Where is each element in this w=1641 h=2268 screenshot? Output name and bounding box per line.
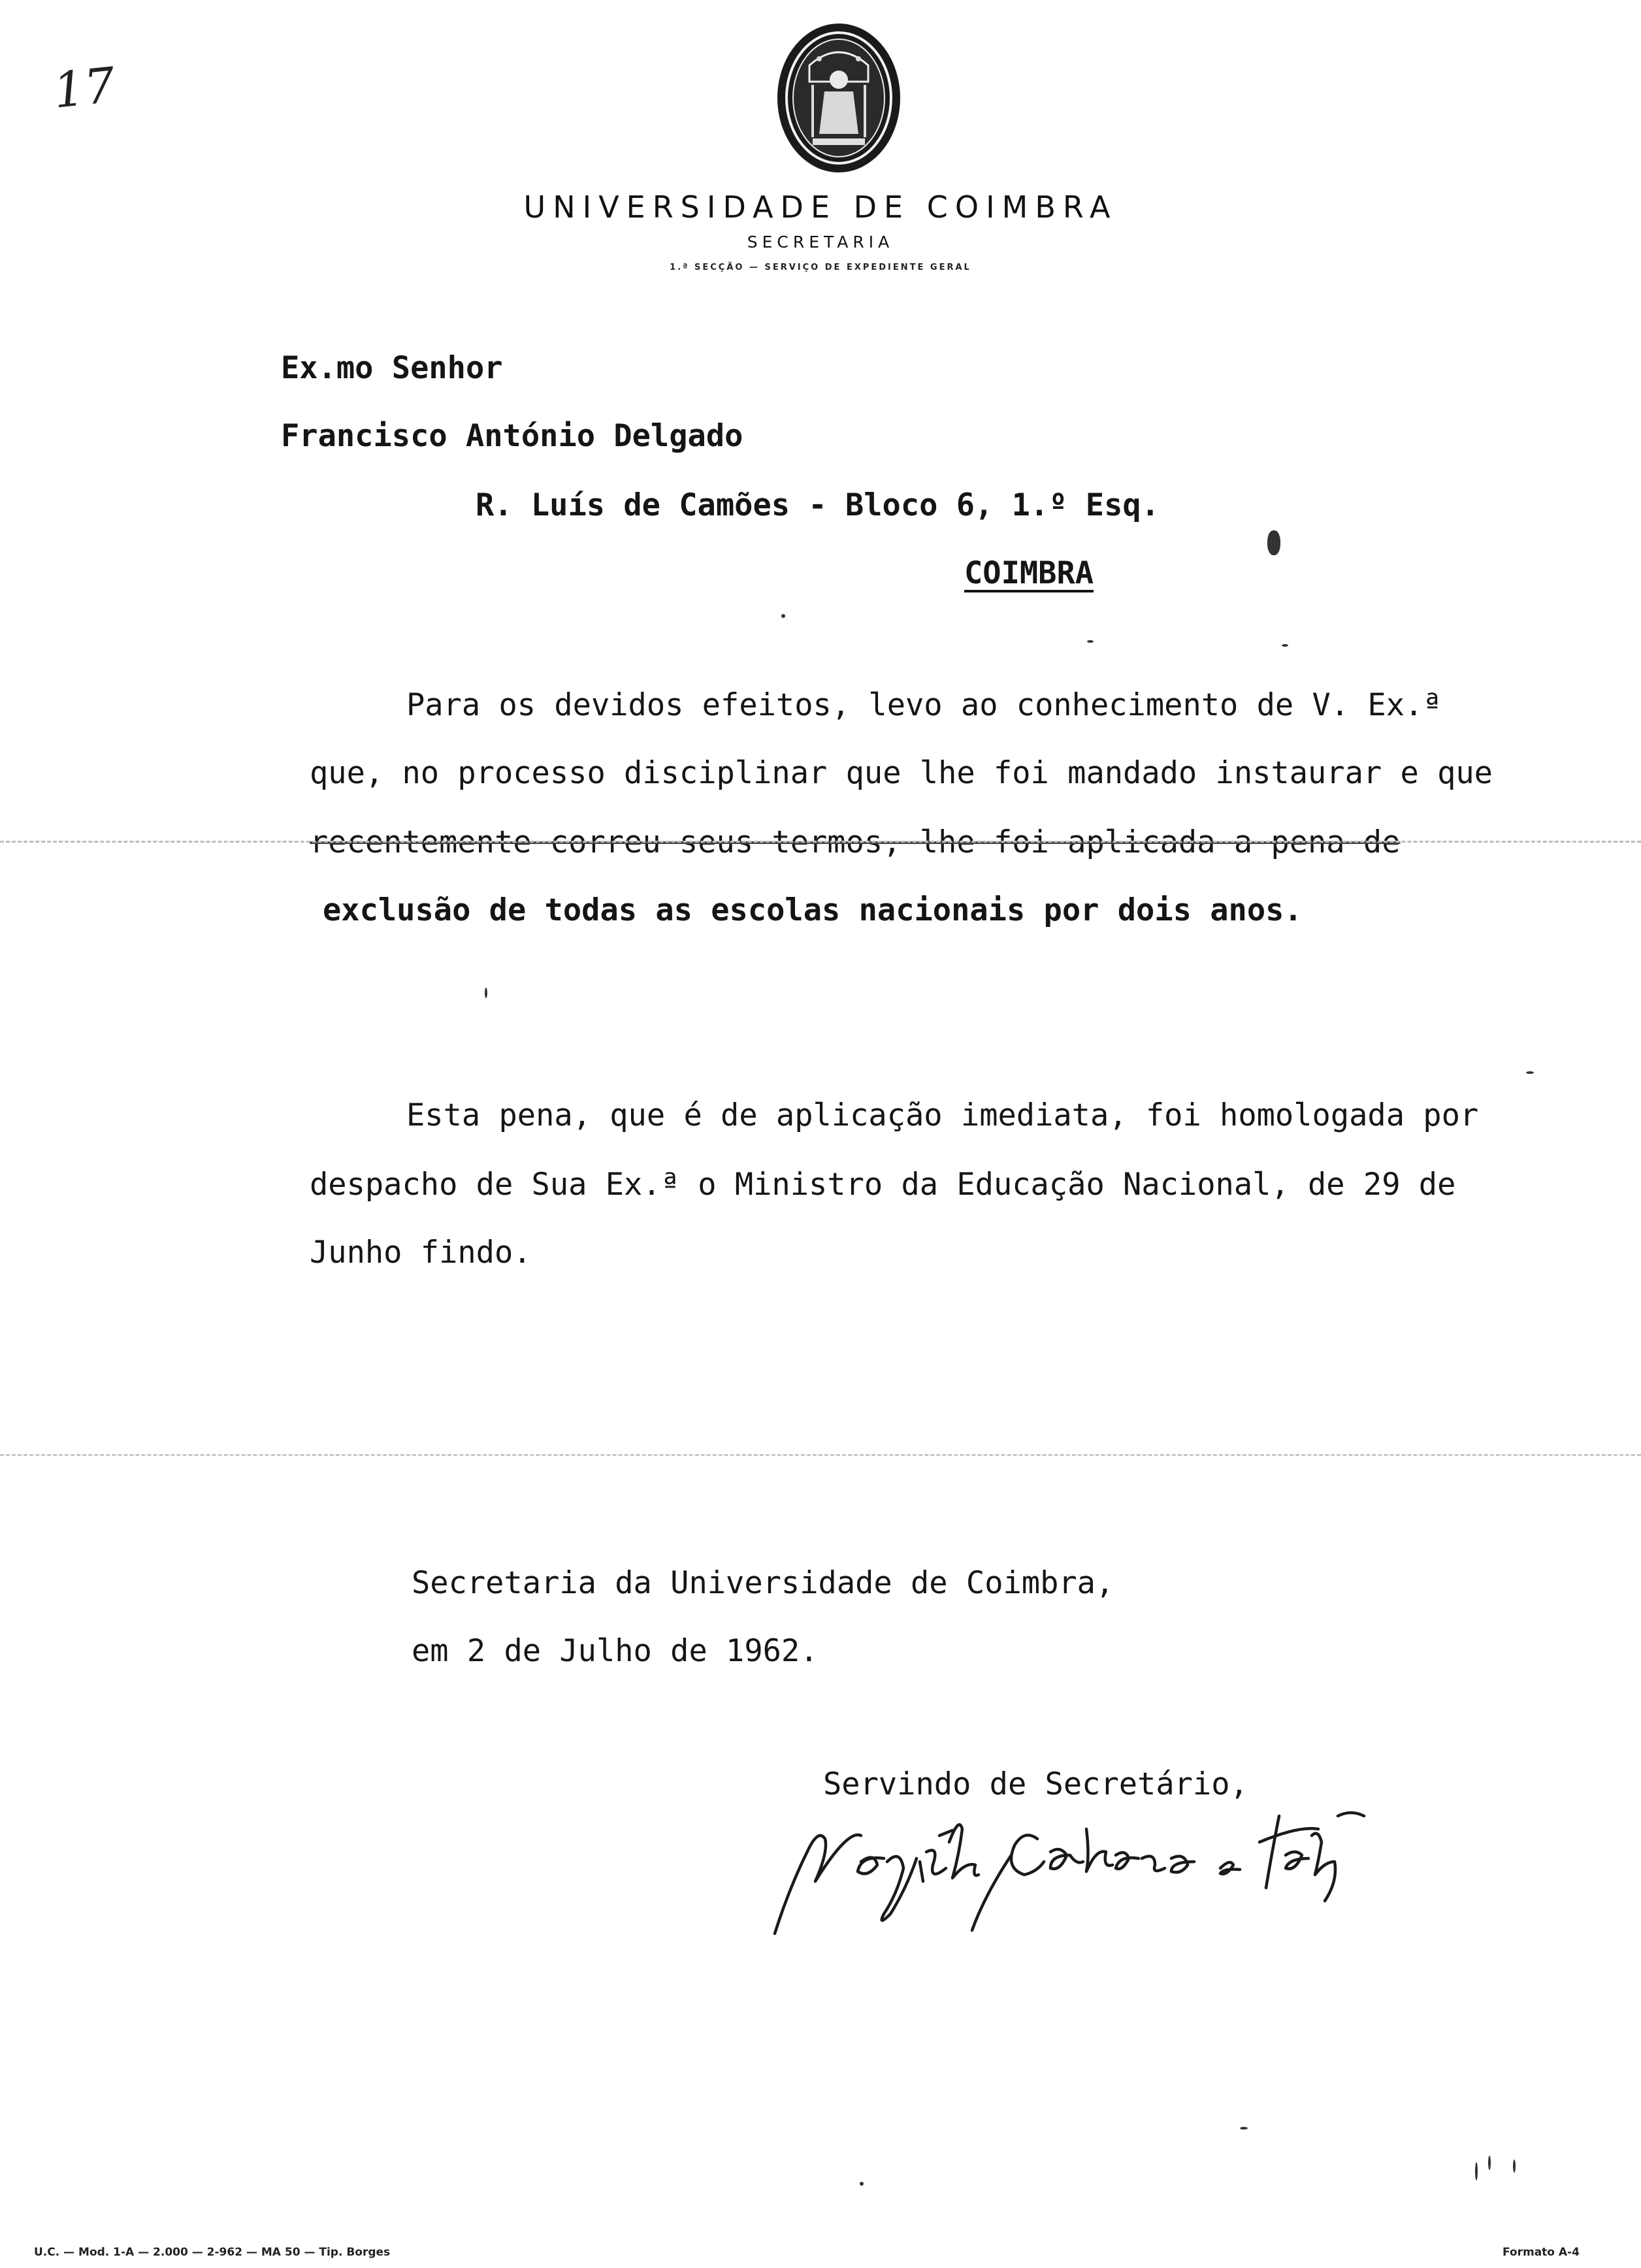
letterhead-institution: UNIVERSIDADE DE COIMBRA <box>523 189 1118 225</box>
recipient-city: COIMBRA <box>964 555 1094 591</box>
paper-format: Formato A-4 <box>1503 2246 1580 2259</box>
scan-speck <box>485 988 487 998</box>
scan-speck <box>1513 2160 1516 2173</box>
scan-speck <box>860 2182 864 2186</box>
body-line: recentemente correu seus termos, lhe foi aplicada a pena de <box>310 824 1401 860</box>
fold-line <box>0 841 1641 843</box>
print-info: U.C. — Mod. 1-A — 2.000 — 2-962 — MA 50 — Tip. Borges <box>34 2246 391 2259</box>
body-line: Para os devidos efeitos, levo ao conhecimento de V. Ex.ª <box>406 687 1442 723</box>
closing-date: em 2 de Julho de 1962. <box>412 1633 819 1669</box>
scan-speck <box>1488 2156 1491 2170</box>
university-seal-icon <box>773 20 904 176</box>
handwritten-signature <box>763 1790 1403 1960</box>
body-line: Junho findo. <box>310 1235 532 1271</box>
scan-speck <box>1282 644 1288 647</box>
recipient-street: R. Luís de Camões - Bloco 6, 1.º Esq. <box>476 487 1160 523</box>
ink-blot <box>1267 530 1280 555</box>
closing-place: Secretaria da Universidade de Coimbra, <box>412 1565 1114 1601</box>
salutation: Ex.mo Senhor <box>281 350 503 386</box>
body-line: despacho de Sua Ex.ª o Ministro da Educação Nacional, de 29 de <box>310 1167 1456 1203</box>
scan-speck <box>1240 2127 1248 2130</box>
body-line: que, no processo disciplinar que lhe foi mandado instaurar e que <box>310 755 1493 791</box>
closing-role: Servindo de Secretário, <box>823 1766 1248 1802</box>
letterhead-department: SECRETARIA <box>747 233 894 251</box>
scan-speck <box>1475 2162 1478 2180</box>
page-number: 17 <box>50 57 118 120</box>
scan-speck <box>1087 640 1094 643</box>
scan-speck <box>1526 1071 1534 1074</box>
penalty-line: exclusão de todas as escolas nacionais por dois anos. <box>323 892 1303 928</box>
body-line: Esta pena, que é de aplicação imediata, foi homologada por <box>406 1097 1479 1133</box>
letterhead-section: 1.ª SECÇÃO — SERVIÇO DE EXPEDIENTE GERAL <box>670 263 971 272</box>
fold-line <box>0 1454 1641 1456</box>
recipient-name: Francisco António Delgado <box>281 418 743 454</box>
scan-speck <box>781 614 785 618</box>
